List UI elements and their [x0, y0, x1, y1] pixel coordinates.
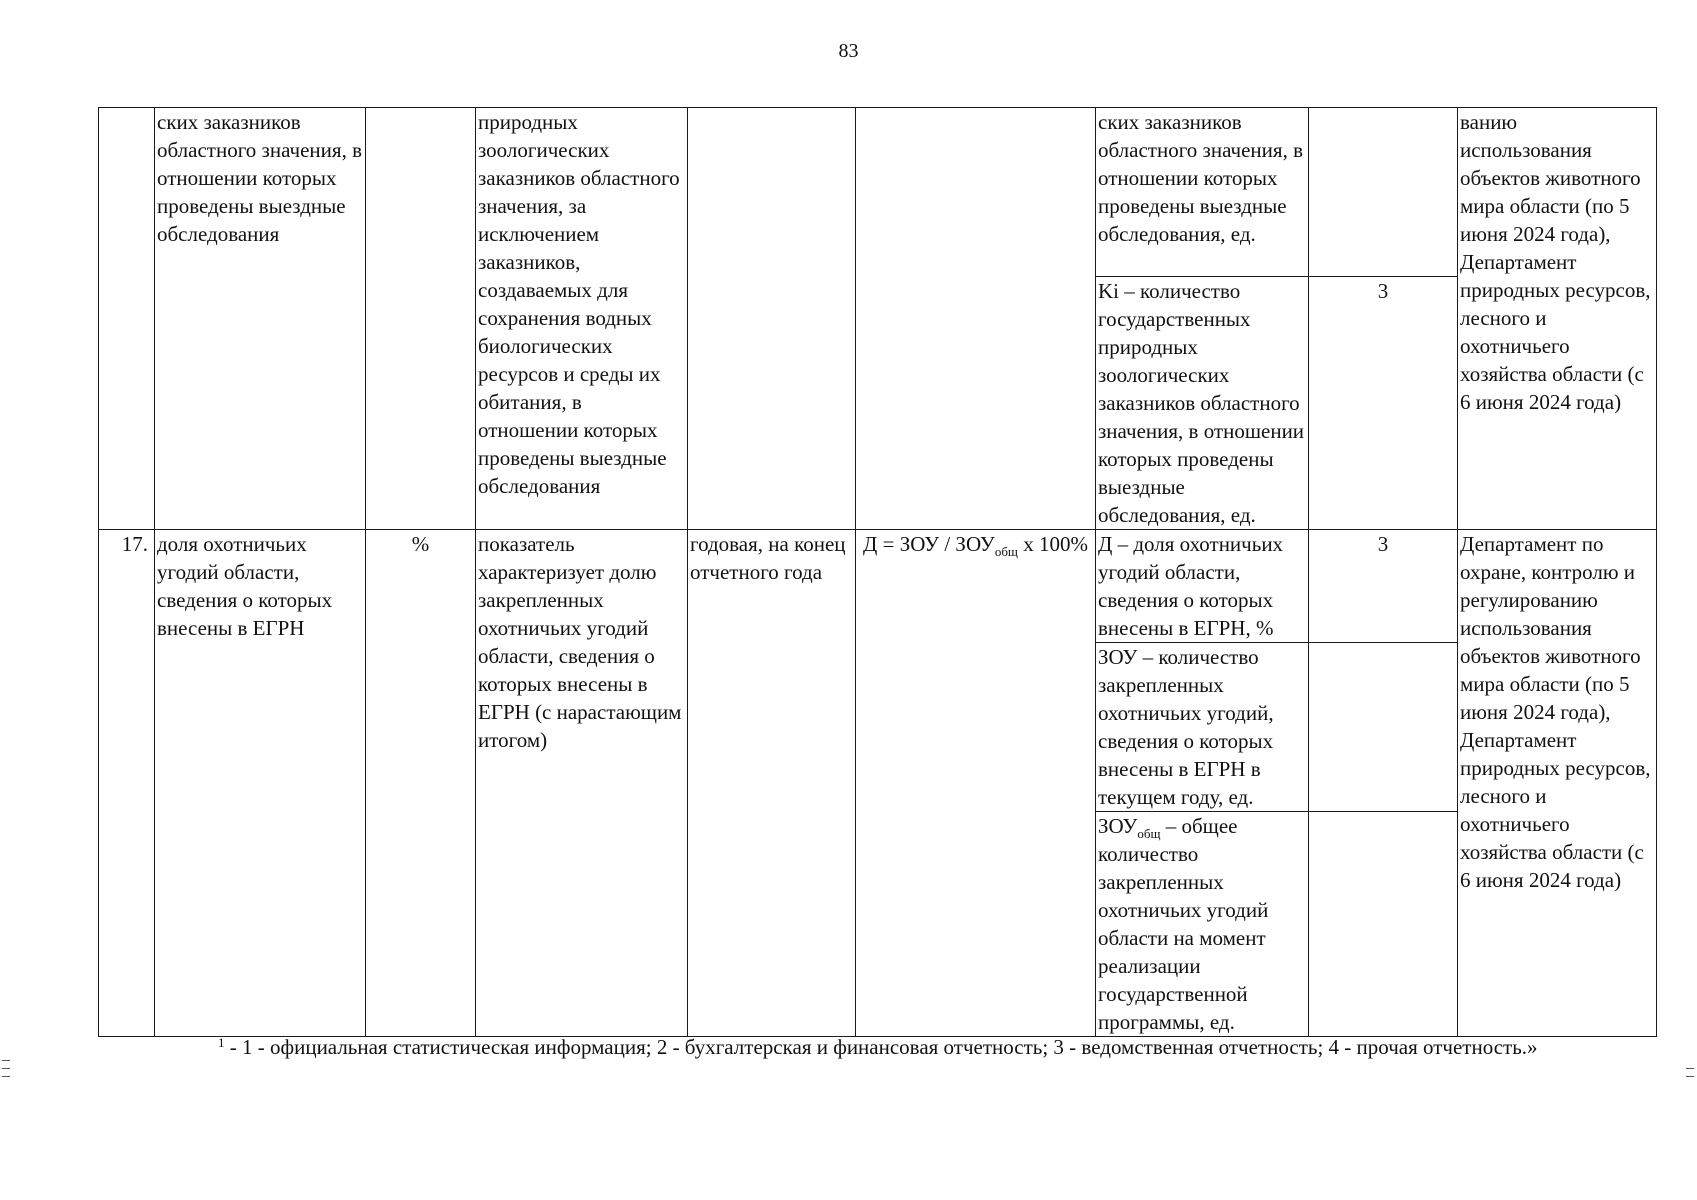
scan-edge-mark [2, 1076, 10, 1077]
indicator-table [98, 107, 1657, 1037]
scan-edge-mark [1686, 1068, 1694, 1069]
cell-source: 3 [1309, 277, 1458, 530]
scan-edge-mark [1686, 1076, 1694, 1077]
footnote [150, 1030, 1640, 1064]
table-row [99, 108, 1657, 277]
formula-suffix: х 100% [1017, 532, 1088, 556]
cell-unit: % [366, 530, 476, 1037]
table-row [99, 530, 1657, 643]
cell-periodicity [688, 108, 856, 530]
variable-definition: – общее количество закрепленных охотничьих угодий области на момент реализации государственной программы, ед. [1098, 814, 1269, 1034]
cell-source: 3 [1309, 530, 1458, 643]
scan-edge-mark [2, 1068, 10, 1069]
formula-subscript: общ [994, 544, 1018, 560]
cell-formula [856, 108, 1096, 530]
cell-source [1309, 812, 1458, 1037]
cell-indicator-name: доля охотничьих угодий области, сведения о которых внесены в ЕГРН [155, 530, 366, 1037]
cell-unit [366, 108, 476, 530]
cell-variable: Ki – количество государственных природных зоологических заказников областного значения, в отношении которых проведены выездные обследования, ед. [1096, 277, 1309, 530]
cell-variable: ских заказников областного значения, в отношении которых проведены выездные обследования, ед. [1096, 108, 1309, 277]
footnote-text: - 1 - официальная статистическая информация; 2 - бухгалтерская и финансовая отчетность; 3 - ведомственная отчетность; 4 - прочая отчетность.» [224, 1035, 1538, 1059]
variable-symbol: ЗОУ [1098, 814, 1138, 838]
cell-variable [1096, 812, 1309, 1037]
formula-text: Д = ЗОУ / ЗОУ [863, 532, 995, 556]
cell-periodicity: годовая, на конец отчетного года [688, 530, 856, 1037]
cell-responsible: Департамент по охране, контролю и регулированию использования объектов животного мира области (по 5 июня 2024 года), Департамент природных ресурсов, лесного и охотничьего хозяйства области (с 6 июня 2024 года) [1458, 530, 1657, 1037]
page-number: 83 [838, 40, 859, 62]
cell-source [1309, 108, 1458, 277]
cell-number: 17. [99, 530, 155, 1037]
cell-responsible: ванию использования объектов животного мира области (по 5 июня 2024 года), Департамент природных ресурсов, лесного и охотничьего хозяйства области (с 6 июня 2024 года) [1458, 108, 1657, 530]
cell-variable: Д – доля охотничьих угодий области, сведения о которых внесены в ЕГРН, % [1096, 530, 1309, 643]
cell-indicator-name: ских заказников областного значения, в отношении которых проведены выездные обследования [155, 108, 366, 530]
variable-subscript: общ [1137, 826, 1161, 842]
footnote-marker: 1 [218, 1035, 225, 1050]
cell-number [99, 108, 155, 530]
cell-description: природных зоологических заказников областного значения, за исключением заказников, создаваемых для сохранения водных биологических ресурсов и среды их обитания, в отношении которых проведены выездные обследования [476, 108, 688, 530]
scan-edge-mark [2, 1060, 10, 1061]
cell-description: показатель характеризует долю закрепленных охотничьих угодий области, сведения о которых внесены в ЕГРН (с нарастающим итогом) [476, 530, 688, 1037]
cell-variable: ЗОУ – количество закрепленных охотничьих угодий, сведения о которых внесены в ЕГРН в текущем году, ед. [1096, 643, 1309, 812]
cell-source [1309, 643, 1458, 812]
cell-formula [856, 530, 1096, 1037]
